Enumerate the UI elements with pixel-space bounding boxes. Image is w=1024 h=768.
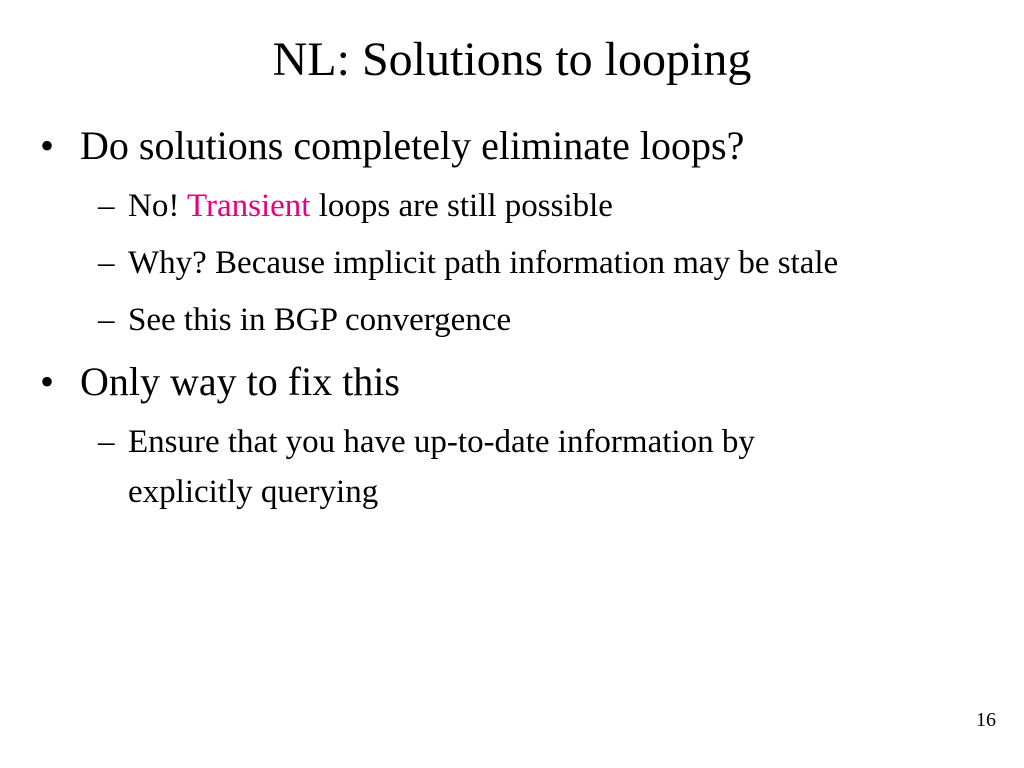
bullet-dot: •	[40, 359, 55, 404]
page-number: 16	[976, 709, 996, 731]
slide-title: NL: Solutions to looping	[272, 33, 752, 86]
highlighted-term: Transient	[186, 188, 311, 224]
sub-bullet-text: See this in BGP convergence	[128, 302, 512, 338]
bullet-item	[40, 122, 744, 170]
bullet-dot: •	[40, 123, 55, 168]
bullet-text: Do solutions completely eliminate loops?	[80, 123, 745, 168]
sub-bullet-dash: –	[98, 302, 115, 338]
sub-bullet-item	[98, 300, 511, 340]
sub-bullet-text: Why? Because implicit path information may be stale	[128, 245, 839, 281]
sub-bullet-dash: –	[98, 245, 115, 281]
bullet-text: Only way to fix this	[80, 359, 400, 404]
sub-bullet-item	[98, 243, 838, 283]
sub-bullet-item	[98, 422, 755, 462]
sub-bullet-continuation: explicitly querying	[128, 474, 379, 510]
sub-bullet-item	[98, 186, 613, 226]
bullet-item	[40, 358, 400, 406]
sub-bullet-text: Ensure that you have up-to-date information by	[128, 424, 755, 460]
sub-bullet-dash: –	[98, 188, 115, 224]
sub-bullet-suffix: loops are still possible	[310, 188, 613, 224]
sub-bullet-prefix: No!	[128, 188, 187, 224]
sub-bullet-dash: –	[98, 424, 115, 460]
